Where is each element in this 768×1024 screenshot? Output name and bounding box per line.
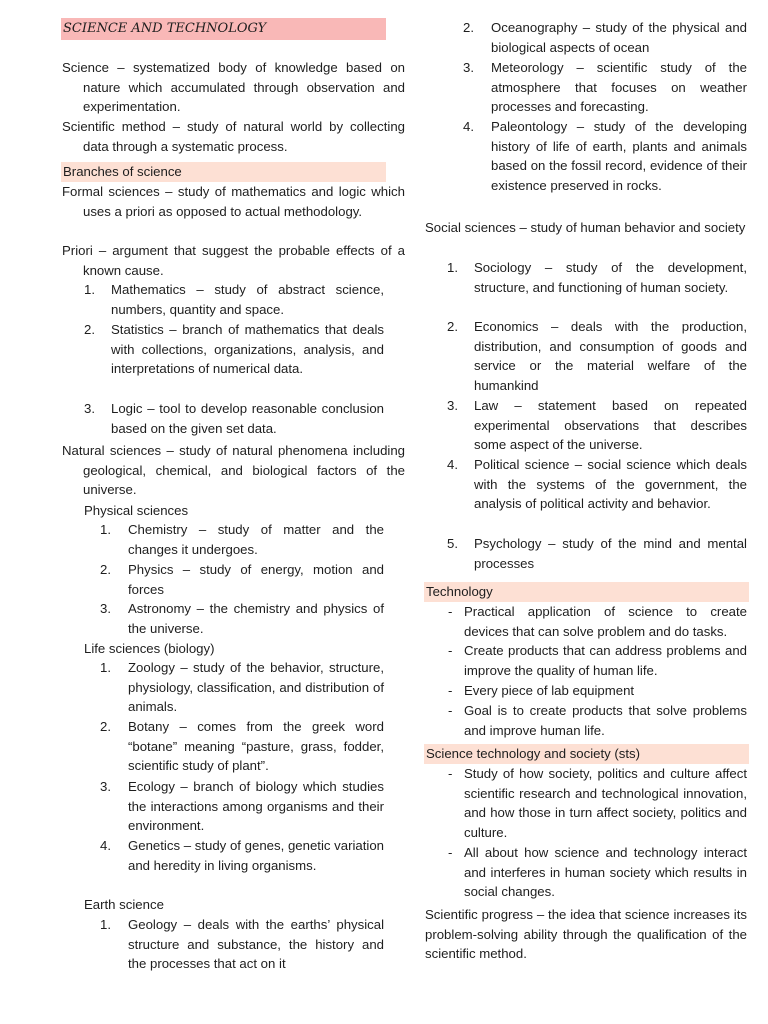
list-item: [100, 836, 384, 875]
list-text: Study of how society, politics and culture affect scientific research and technological innovation, and how those in turn affect society, politics and culture.: [464, 766, 747, 841]
branches-heading: Branches of science: [61, 162, 386, 182]
list-item: [463, 18, 747, 57]
list-text: Paleontology – study of the developing history of life of earth, plants and animals based on the fossil record, evidence of their existence preserved in rocks.: [491, 119, 747, 194]
list-item: [447, 455, 747, 514]
list-text: Botany – comes from the greek word “botane” meaning “pasture, grass, fodder, scientific study of plant”.: [128, 719, 384, 774]
list-item: [425, 641, 747, 680]
list-item: [447, 396, 747, 455]
list-number: 2.: [100, 719, 111, 734]
list-text: Practical application of science to create devices that can solve problem and do tasks.: [464, 604, 747, 639]
life-sciences-label: Life sciences (biology): [84, 641, 215, 656]
list-number: 4.: [447, 457, 458, 472]
list-number: 3.: [463, 60, 474, 75]
natural-sciences-definition: Natural sciences – study of natural phenomena including geological, chemical, and biological factors of the universe.: [62, 443, 405, 498]
list-text: Meteorology – scientific study of the atmosphere that focuses on weather processes and forecasting.: [491, 60, 747, 115]
bullet-dash: -: [448, 766, 453, 781]
list-number: 1.: [100, 660, 111, 675]
list-number: 2.: [447, 319, 458, 334]
formal-sciences-definition: Formal sciences – study of mathematics and logic which uses a priori as opposed to actual methodology.: [62, 184, 405, 219]
list-text: Zoology – study of the behavior, structure, physiology, classification, and distribution of animals.: [128, 660, 384, 715]
list-number: 1.: [100, 522, 111, 537]
physical-sciences-label: Physical sciences: [84, 503, 189, 518]
list-item: [425, 843, 747, 902]
list-item: [100, 520, 384, 559]
list-text: Sociology – study of the development, structure, and functioning of human society.: [474, 260, 747, 295]
list-number: 2.: [100, 562, 111, 577]
list-item: [100, 777, 384, 836]
list-number: 2.: [463, 20, 474, 35]
scientific-method-definition: Scientific method – study of natural world by collecting data through a systematic process.: [62, 119, 405, 154]
list-text: Geology – deals with the earths’ physical structure and substance, the history and the processes that act on it: [128, 917, 384, 972]
list-text: Statistics – branch of mathematics that deals with collections, organizations, analysis, and interpretations of numerical data.: [111, 322, 384, 377]
bullet-dash: -: [448, 703, 453, 718]
list-text: Mathematics – study of abstract science, numbers, quantity and space.: [111, 282, 384, 317]
list-item: [425, 764, 747, 843]
list-text: Political science – social science which deals with the systems of the government, the analysis of political activity and behavior.: [474, 457, 747, 512]
list-text: Oceanography – study of the physical and biological aspects of ocean: [491, 20, 747, 55]
bullet-dash: -: [448, 845, 453, 860]
social-sciences-definition: Social sciences – study of human behavior and society: [425, 220, 746, 235]
list-item: [425, 681, 747, 701]
technology-heading: Technology: [424, 582, 749, 602]
list-item: [447, 534, 747, 573]
list-number: 1.: [100, 917, 111, 932]
science-definition: Science – systematized body of knowledge based on nature which accumulated through observation and experimentation.: [62, 60, 405, 115]
list-text: Economics – deals with the production, distribution, and consumption of goods and service or the material welfare of the humankind: [474, 319, 747, 394]
list-text: Law – statement based on repeated experimental observations that describes some aspect of the universe.: [474, 398, 747, 453]
scientific-progress-definition: Scientific progress – the idea that science increases its problem-solving ability through the qualification of the scientific method.: [425, 907, 747, 962]
list-item: [425, 602, 747, 641]
list-text: Ecology – branch of biology which studies the interactions among organisms and their environment.: [128, 779, 384, 834]
list-item: [100, 717, 384, 776]
list-text: Genetics – study of genes, genetic variation and heredity in living organisms.: [128, 838, 384, 873]
list-number: 3.: [84, 401, 95, 416]
list-number: 3.: [100, 601, 111, 616]
list-text: Create products that can address problems and improve the quality of human life.: [464, 643, 747, 678]
list-item: [447, 317, 747, 396]
list-number: 1.: [84, 282, 95, 297]
list-text: Logic – tool to develop reasonable conclusion based on the given set data.: [111, 401, 384, 436]
list-text: Psychology – study of the mind and mental processes: [474, 536, 747, 571]
list-number: 4.: [463, 119, 474, 134]
list-number: 3.: [447, 398, 458, 413]
sts-heading: Science technology and society (sts): [424, 744, 749, 764]
list-number: 5.: [447, 536, 458, 551]
bullet-dash: -: [448, 643, 453, 658]
list-item: [100, 658, 384, 717]
list-text: Physics – study of energy, motion and forces: [128, 562, 384, 597]
list-item: [447, 258, 747, 297]
list-item: [425, 701, 747, 740]
list-text: Every piece of lab equipment: [464, 683, 635, 698]
earth-science-label: Earth science: [84, 897, 164, 912]
list-text: All about how science and technology interact and interferes in human society which results in social changes.: [464, 845, 747, 900]
bullet-dash: -: [448, 683, 453, 698]
list-number: 4.: [100, 838, 111, 853]
page-title: SCIENCE AND TECHNOLOGY: [61, 18, 386, 40]
list-item: [84, 280, 384, 319]
list-text: Chemistry – study of matter and the changes it undergoes.: [128, 522, 384, 557]
list-number: 3.: [100, 779, 111, 794]
list-item: [100, 560, 384, 599]
list-number: 2.: [84, 322, 95, 337]
bullet-dash: -: [448, 604, 453, 619]
list-item: [84, 399, 384, 438]
list-text: Astronomy – the chemistry and physics of the universe.: [128, 601, 384, 636]
list-number: 1.: [447, 260, 458, 275]
list-item: [463, 58, 747, 117]
list-item: [84, 320, 384, 379]
list-item: [100, 599, 384, 638]
priori-definition: Priori – argument that suggest the probable effects of a known cause.: [62, 243, 405, 278]
list-item: [100, 915, 384, 974]
list-item: [463, 117, 747, 196]
list-text: Goal is to create products that solve problems and improve human life.: [464, 703, 747, 738]
